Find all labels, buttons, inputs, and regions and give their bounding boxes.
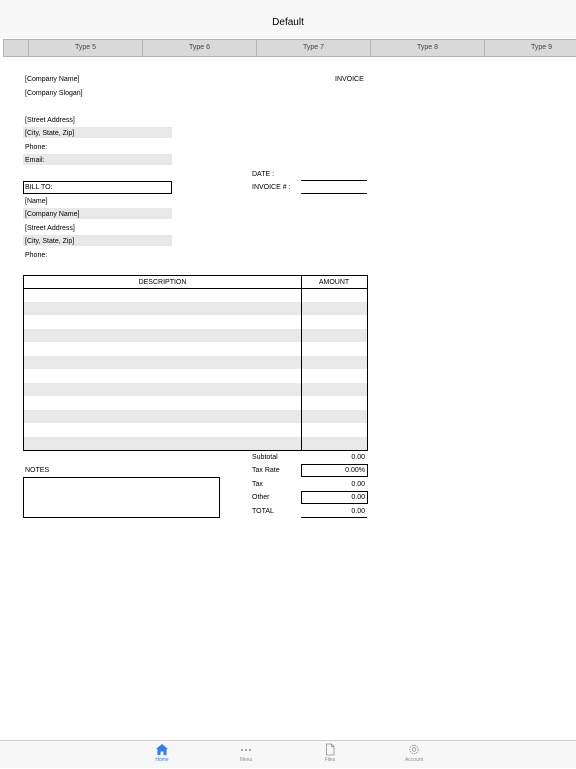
tab-type-6[interactable]: Type 6 bbox=[142, 40, 256, 56]
amount-header: AMOUNT bbox=[318, 279, 350, 286]
bill-to-name-field[interactable]: [Name] bbox=[25, 198, 48, 205]
gear-icon bbox=[407, 743, 421, 756]
other-label: Other bbox=[252, 494, 270, 501]
bottom-tab-bar bbox=[0, 740, 576, 768]
tax-value: 0.00 bbox=[351, 481, 365, 488]
invoice-number-input[interactable] bbox=[301, 193, 367, 194]
tax-rate-value: 0.00% bbox=[345, 467, 365, 474]
file-icon bbox=[323, 743, 337, 756]
city-state-zip-field[interactable]: [City, State, Zip] bbox=[25, 130, 75, 137]
table-column-divider bbox=[301, 275, 302, 451]
tax-rate-label: Tax Rate bbox=[252, 467, 280, 474]
bill-to-phone-field[interactable]: Phone: bbox=[25, 252, 48, 259]
navigation-bar bbox=[0, 0, 576, 38]
table-border bbox=[23, 275, 368, 451]
tabbar-account-label: Account bbox=[404, 757, 424, 763]
home-icon bbox=[155, 743, 169, 756]
total-value: 0.00 bbox=[351, 508, 365, 515]
tab-type-5[interactable]: Type 5 bbox=[28, 40, 142, 56]
template-tabs bbox=[3, 39, 576, 57]
subtotal-label: Subtotal bbox=[252, 454, 278, 461]
notes-box[interactable] bbox=[23, 477, 220, 518]
tabbar-files-label: Files bbox=[324, 757, 336, 763]
field-shade bbox=[23, 154, 172, 165]
description-header: DESCRIPTION bbox=[138, 279, 187, 286]
subtotal-value: 0.00 bbox=[351, 454, 365, 461]
page-title: Default bbox=[272, 17, 304, 28]
total-label: TOTAL bbox=[252, 508, 274, 515]
tabbar-home-label: Home bbox=[155, 757, 169, 763]
more-icon bbox=[239, 743, 253, 756]
tabbar-account[interactable] bbox=[389, 743, 439, 769]
company-slogan-field[interactable]: [Company Slogan] bbox=[25, 90, 83, 97]
street-address-field[interactable]: [Street Address] bbox=[25, 117, 75, 124]
invoice-heading: INVOICE bbox=[335, 76, 364, 83]
tab-type-9[interactable]: Type 9 bbox=[484, 40, 576, 56]
bill-to-company-field[interactable]: [Company Name] bbox=[25, 211, 80, 218]
tax-label: Tax bbox=[252, 481, 263, 488]
bill-to-city-field[interactable]: [City, State, Zip] bbox=[25, 238, 75, 245]
bill-to-street-field[interactable]: [Street Address] bbox=[25, 225, 75, 232]
tabbar-files[interactable] bbox=[305, 743, 355, 769]
phone-field[interactable]: Phone: bbox=[25, 144, 48, 151]
invoice-number-label: INVOICE # : bbox=[252, 184, 291, 191]
company-name-field[interactable]: [Company Name] bbox=[25, 76, 80, 83]
tabbar-home[interactable] bbox=[137, 743, 187, 769]
table-header-divider bbox=[23, 288, 368, 289]
tab-type-8[interactable]: Type 8 bbox=[370, 40, 484, 56]
email-field[interactable]: Email: bbox=[25, 157, 45, 164]
notes-label: NOTES bbox=[25, 467, 50, 474]
date-input[interactable] bbox=[301, 180, 367, 181]
tabbar-menu[interactable] bbox=[221, 743, 271, 769]
total-underline bbox=[301, 517, 367, 518]
other-value: 0.00 bbox=[351, 494, 365, 501]
tab-type-7[interactable]: Type 7 bbox=[256, 40, 370, 56]
tabbar-menu-label: Menu bbox=[239, 757, 253, 763]
date-label: DATE : bbox=[252, 171, 275, 178]
bill-to-label: BILL TO: bbox=[25, 184, 53, 191]
